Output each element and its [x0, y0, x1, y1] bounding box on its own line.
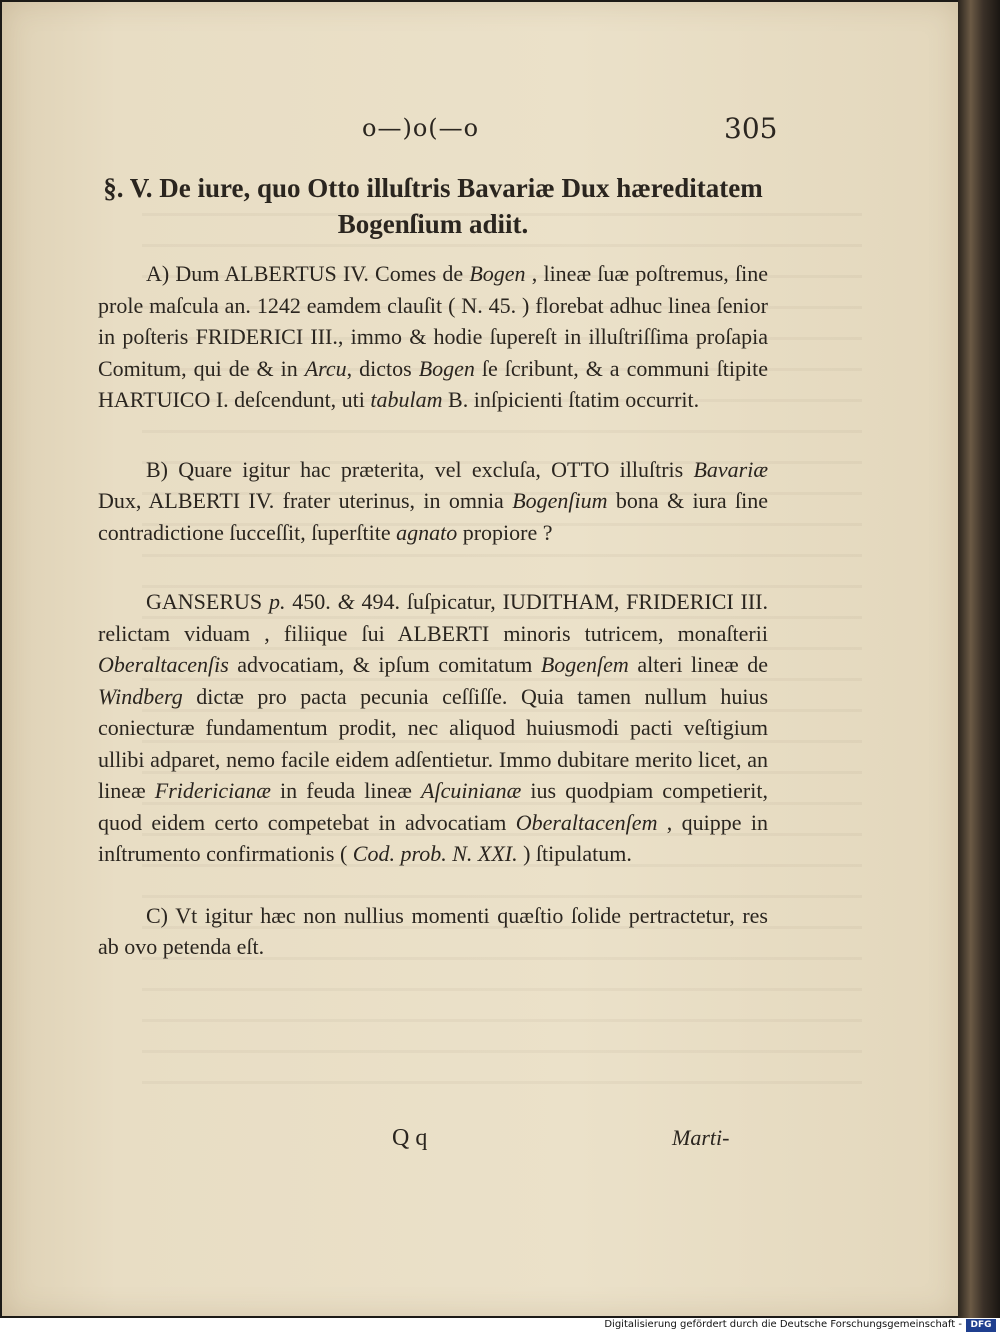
text-run: advocatiam, & ipſum comitatum — [228, 652, 541, 677]
text-run: alteri lineæ de — [628, 652, 768, 677]
italic-run: Bogen — [418, 355, 475, 381]
text-run: ſe ſcribunt, & a communi ſtipite HARTUICO I. deſcendunt, uti — [98, 355, 768, 412]
catchword: Marti- — [672, 1125, 730, 1150]
text-run: B) Quare igitur hac præterita, vel excluſa, OTTO illuſtris — [146, 456, 694, 482]
signature-mark: Q q — [392, 1125, 428, 1151]
italic-run: p. — [268, 589, 286, 614]
text-run: ) ſtipulatum. — [517, 841, 632, 866]
text-run: , dictos — [346, 355, 419, 381]
book-edge — [958, 0, 1000, 1320]
text-run: ius quodpiam competierit, quod eidem certo competebat in advocatiam — [98, 778, 768, 835]
text-run: dictæ pro pacta pecunia ceſſiſſe. Quia tamen nullum huius coniecturæ fundamentum prodit, nec aliquod huiusmodi pacti veſtigium ullibi adparet, nemo facile eidem adſentietur. Immo dubitare merito licet, an lineæ — [98, 683, 768, 803]
text-run: bona & iura ſine contradictione ſucceſſit, ſuperſtite — [98, 488, 768, 545]
text-run: A) Dum ALBERTUS IV. Comes de — [146, 261, 470, 286]
dfg-logo: DFG — [966, 1319, 996, 1332]
italic-run: Fridericianæ — [154, 778, 271, 803]
page-number: 305 — [724, 112, 778, 145]
italic-run: & — [337, 589, 355, 614]
running-header — [2, 114, 958, 154]
page-footer — [2, 1125, 958, 1159]
credit-bar — [0, 1318, 1000, 1334]
paragraph-gans — [98, 586, 768, 870]
text-run: C) Vt igitur hæc non nullius momenti quæſtio ſolide pertractetur, res ab ovo petenda eſt. — [98, 902, 768, 959]
section-heading — [98, 170, 768, 242]
text-run: B. inſpicienti ſtatim occurrit. — [442, 387, 700, 412]
italic-run: Cod. prob. N. XXI. — [352, 841, 518, 866]
text-run: , lineæ ſuæ poſtremus, ſine prole maſcula an. 1242 eamdem clauſit ( N. 45. ) florebat adhuc linea ſenior in poſteris FRIDERICI III., immo & hodie ſupereſt in illuſtriſſima proſapia Comitum, qui de & in — [98, 261, 768, 381]
italic-run: Bogenſem — [540, 652, 629, 677]
text-run: 450. — [285, 589, 338, 614]
section-title: De iure, quo Otto illuſtris Bavariæ Dux hæreditatem Bogenſium adiit. — [159, 173, 763, 239]
italic-run: tabulam — [370, 387, 443, 412]
paragraph-a — [98, 258, 768, 416]
text-run: propiore ? — [457, 519, 553, 545]
text-run: , quippe in inſtrumento confirmationis ( — [98, 809, 768, 866]
paragraph-b — [98, 454, 768, 549]
credit-text: Digitalisierung gefördert durch die Deutsche Forschungsgemeinschaft - — [604, 1319, 962, 1330]
section-mark: §. V. — [103, 173, 153, 203]
text-run: Dux, ALBERTI IV. frater uterinus, in omnia — [98, 488, 513, 513]
italic-run: agnato — [396, 519, 458, 545]
italic-run: Windberg — [98, 683, 183, 709]
italic-run: Oberaltacenſem — [515, 809, 658, 835]
header-ornament: o—)o(—o — [362, 114, 480, 142]
italic-run: Bogen — [469, 261, 526, 286]
italic-run: Aſcuinianæ — [421, 778, 522, 803]
italic-run: Oberaltacenſis — [98, 652, 229, 677]
italic-run: Bavariæ — [693, 456, 768, 482]
page-body — [98, 170, 768, 1001]
italic-run: Arcu — [304, 355, 347, 381]
book-page — [2, 2, 958, 1316]
text-run: in feuda lineæ — [270, 778, 422, 803]
text-run: 494. ſuſpicatur, IUDITHAM, FRIDERICI III. relictam viduam , filiique ſui ALBERTI minoris tutricem, monaſterii — [98, 589, 769, 646]
text-run: GANSERUS — [146, 589, 269, 614]
paragraph-c — [98, 900, 768, 963]
italic-run: Bogenſium — [512, 488, 608, 513]
